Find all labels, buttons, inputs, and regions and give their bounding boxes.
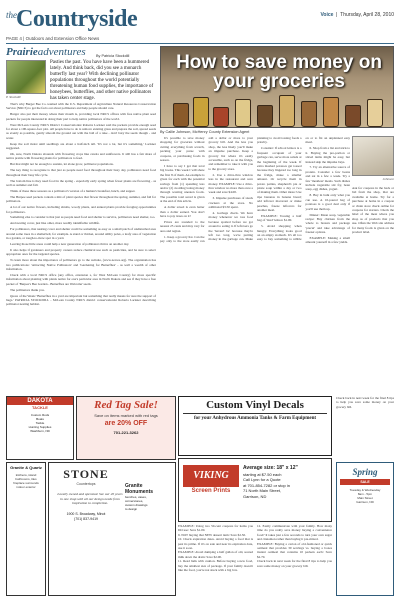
feature-side-column xyxy=(352,186,394,394)
paragraph: And nesting cover, just like other, more readily identifiable wildlife. xyxy=(10,221,100,226)
ad-line: Garrison, ND xyxy=(243,493,267,499)
masthead xyxy=(6,4,394,44)
dakota-title: DAKOTA xyxy=(7,397,73,405)
article-dek: Pasties the past. You have have been a hummered lately. And think back, did you see a monarch butterfly last year? With declining pollinator populations throughout the world potentially threatening human food supplies, the importance of honeybees, butterflies, and other native pollinators has taken center stage. xyxy=(50,60,154,101)
paragraph: EXAMPLE: Using two 50-cent coupons for items you DO use: Save $1.00. xyxy=(178,524,253,533)
dakota-lines xyxy=(7,413,73,433)
paragraph: Ask for coupons in the back or bid from the shop, that are available at home. Try for a purchase at home in a coupon or chain store check online for coupons for starters. Check the label of the meat where you shop as of products that you use. Often the Web site address for many foods is given on the product label. xyxy=(352,186,394,235)
ad-line: Hunting Supplies xyxy=(28,425,52,429)
ad-line: custom drawings xyxy=(125,503,148,507)
ad-line: Custom Rods xyxy=(30,413,50,417)
paragraph: I have to say I get that total big books. This week I will share the first 8 of them. An example is given for each with the potential savings from (1) spending less and/or (2) avoiding losing money through wasting uneaten foods. The possible total saved is given at the end of this article. xyxy=(160,163,205,204)
granite-title: Granite & Quartz xyxy=(10,465,42,470)
vinyl-decals-ad[interactable] xyxy=(178,396,332,456)
ad-line: to design xyxy=(125,507,138,511)
paragraph: The bottom line is they need food in the spring - especially early spring when fewer plants are flowering - as well as summer and fall. xyxy=(6,178,156,187)
masthead-the: the xyxy=(6,10,17,20)
paragraph: 2. Use a drive-thru window less in the restaurant and save money. EXAMPLE: Use a drive-thru window no more than once a week and save $4.00. xyxy=(208,172,253,195)
section-head xyxy=(6,46,156,58)
divider xyxy=(183,413,327,414)
paragraph: 8. Buy in bulk only what you can use. A 10-pound bag of potatoes is a good deal only if you'll use them up. xyxy=(305,193,350,211)
viking-info-lines xyxy=(243,472,329,500)
viking-screen-prints-ad[interactable] xyxy=(178,458,332,522)
paragraph: Prices are rounded to the nearest 25 cents and may vary for area and region. xyxy=(160,219,205,233)
paragraph: 12. Easily communicate with your family. How many time do you really save money buying a convenience food? It takes just a few seconds to turn your own sugar and cinnamon rather than buying it pre-mixed. xyxy=(257,524,332,542)
paragraph: 9. NOT buying that NEW dessert item: Save $2.50. xyxy=(178,532,246,537)
feature-headline: How to save money on your groceries xyxy=(176,52,382,92)
issue-date: Thursday, April 28, 2010 xyxy=(340,12,394,18)
dakota-subtitle: TACKLE xyxy=(7,405,73,410)
paragraph: A dollar saved is even better than a dollar earned. You don't have to pay taxes on it! xyxy=(160,205,205,218)
jar xyxy=(279,95,295,127)
paragraph: West McLean County NRCS District Conservationist Roberta Lackner said the packets provide enough seed for about a 100-square-foot plot. All people have to do is remove existing grass and prepare the soil, spread seeds as evenly as possible, gently smooth the ground out with the ball of a rake - don't bury the seeds though - and water. xyxy=(6,122,156,140)
redtag-discount: are 20% OFF xyxy=(104,420,148,427)
paragraph: Keep the soil moist until seedlings are about a half-inch tall. 'It's not a lot, but it's something,' Lackner suggested. xyxy=(6,141,156,151)
ad-line: indoor exterior xyxy=(16,485,36,489)
stone-countertops-ad[interactable] xyxy=(48,462,176,596)
paragraph: 10. Check expiration dates. Avoid buying a food that is past its prime. If it's on sale and near its expiration date, use it soon. xyxy=(178,537,253,551)
redtag-phone: 701-221-3262 xyxy=(113,430,139,435)
spring-tag: SALE xyxy=(340,479,390,485)
ad-line: bathrooms, tiles xyxy=(15,477,37,481)
jar xyxy=(193,97,209,127)
paragraph: The pollinators thank you. xyxy=(10,287,45,292)
paragraph: To learn more about the importance of pollinators go to the website, (www.xerces.org). The organization has two publications: 'Attracting Native Pollinators' and 'Gardening for Butterflies' - as well a wealth of other information. xyxy=(6,258,156,271)
stone-logo: STONE xyxy=(63,467,109,481)
paragraph: It's possible to save money shopping for groceries without cutting everything from scratch, packing your purse with coupons, or purchasing foods in season. xyxy=(160,136,205,163)
jar xyxy=(367,99,383,127)
feature-body xyxy=(160,136,350,245)
paragraph: That's why Burger Bee Co. teamed with the U.S. Department of Agriculture Natural Resources Conservation Service (NRCS) to get the facts out about pollinators and help people should care. xyxy=(6,102,156,111)
paragraph: It also helps if gardeners and property owners reduce chemical use such as pesticides, and be sure to select appropriate ones for the targeted species. xyxy=(6,247,156,257)
ad-line: Washburn, ND xyxy=(30,429,50,433)
paragraph: The key thing to recognize is that just as people need food throughout their busy day, pollinators need food throughout their busy life cycle. xyxy=(6,168,156,177)
paragraph: Check back in next week for the final 8 tips to help you save some money on your grocery bill. xyxy=(257,559,332,568)
paragraph: 4. Garbage check. We have money whenever we toss food because spoiled before we got around to eating it. If leftovers go the 'haven't be' because they're left too long, we're putting money in the garbage can. Make planning to avoid tossing foods a priority. xyxy=(208,136,302,242)
spring-lines xyxy=(339,488,391,504)
paragraph: Oh, sure, North Dakota abounds with flowering crops like canola and sunflowers. It still has a fair share of native prairie with flowering plants for pollinators to feed. xyxy=(6,152,156,161)
paragraph: Check with a local NRCS office (any office, extension s, for West McLean County) for more specific information about planting with plants native for one's particular area in North Dakota and see if they have a free packet of 'Burpee's Bee Garden - Butterflies are Welcome' seeds. xyxy=(6,272,156,286)
paragraph: Consider: If school lettuce is a frequent occupant of your garbage can, serve more salads at the beginning of the week. If extra mashed potatoes get tossed because they lingered too long in the fridge, make a smaller amount. Or recycle them in potato patties, shepherd's pie or pirate soup within a day or two of making them. Other ideas: Use ripe bananas in banana bread; add leftover macaroni or make peaches, freeze leftovers for another meal. xyxy=(257,146,302,212)
ad-line: 71 North Main Street, xyxy=(243,488,282,493)
jar xyxy=(345,105,361,127)
paragraph: EXAMPLE: Tossing a half bag of 'tired' lettuce $1.00. xyxy=(257,213,302,223)
jars-illustration xyxy=(173,93,383,127)
butterfly-photo xyxy=(6,60,46,94)
paragraph: 7. Try an alternative source of protein. Consider a few beans and sat in a few a week. Try a few 'meatless' meals. Such dishes include vegetable stir fry, bean soup, egg dishes, yogurt. xyxy=(305,165,350,192)
dakota-tackle-ad[interactable] xyxy=(6,396,74,460)
jar xyxy=(213,107,229,127)
paragraph: Check back in next week for the final 8 tips to help you save some money on your grocery bill. xyxy=(336,396,394,409)
stone-phone: (701) 837-9419 xyxy=(74,516,98,521)
stone-address: 1900 S. Broadway, Minot xyxy=(66,511,106,516)
monuments-box xyxy=(125,483,171,511)
jar xyxy=(323,97,339,127)
hero-image xyxy=(160,46,394,128)
jar xyxy=(257,105,273,127)
ad-line: at 701-854-7282 or stop in xyxy=(243,482,290,488)
article-body xyxy=(6,102,156,308)
viking-logo: VIKING xyxy=(183,465,239,487)
ad-line: Main Street xyxy=(357,496,373,500)
masthead-title: Countryside xyxy=(16,6,138,32)
paragraph: 11. Read bulk with caution. Before buying a new food, buy the smallest size of package. If your family doesn't like the food, you're not stuck with a big box. xyxy=(178,559,253,573)
paragraph: EXAMPLE: Making a small amount yourself in a few yields. xyxy=(305,236,350,245)
paragraph: Something else to consider is that just as people need food and shelter to survive, pollinators need shelter, too. xyxy=(10,215,156,220)
section-suffix: adventures xyxy=(37,46,86,58)
stone-sub: Countertops xyxy=(76,482,96,486)
paragraph: EXAMPLE: Avoid dumping a half gallon of old, soured milk down the drain: Save $2.00. xyxy=(178,550,253,559)
monuments-title: Granite Monuments xyxy=(125,483,154,495)
paragraph: 1. Keep a grocery list. Can the pay only to the store easily can add a dollar or more to your grocery bill. And the less you shop, the less likely you'll make an impulse purchase. Keep a grocery list where it's easily accessible, such as on the fridge, and remember to take it with you to the grocery store. xyxy=(160,136,253,243)
paragraph: Think of these three seasons as a pollinator's version of a human's breakfast, lunch, and supper. xyxy=(10,188,136,193)
paragraph: Dinner: Mean soup, vegetable recipe: Buy chicken from the whole to breasts and package 'precut' and take advantage of freezer options. xyxy=(305,212,350,235)
section-title: Prairie xyxy=(6,46,38,58)
paragraph: Leaving those little areas could help a new generation of pollinators thrive on another day. xyxy=(10,241,130,246)
grocery-feature xyxy=(160,46,394,394)
paragraph: 3. Impulse purchases of snack crackers at the store. No additional $3.50 spent. xyxy=(208,196,253,210)
author-photo xyxy=(352,136,394,176)
ad-line: Tackle xyxy=(35,421,45,425)
photo-credit: P. Stockdill xyxy=(6,95,21,99)
paragraph: A lot of our native flowers, including shrubs, woody plants, and annual plants provide foraging opportunities for pollinators. xyxy=(6,205,156,214)
vinyl-title: Custom Vinyl Decals xyxy=(206,399,304,411)
paragraph: Quote of the Week: 'Butterflies in a yard are important but something that really means for sure the support of bugs.' PATRICIA STOCKDILL - McLean County NRCS district conservationist Roberta Lackner describing pollinator nesting habitat. xyxy=(6,293,156,307)
granite-lines xyxy=(7,473,45,489)
ad-line: Garrison, ND xyxy=(356,500,374,504)
viking-info-title: Average size: 18" x 12" xyxy=(243,465,298,471)
stone-note: Locally owned and operated. See our 20 years in one shop with all our design needs from inspiration to completion. xyxy=(57,492,123,505)
feature-bottom-text xyxy=(178,524,332,596)
feature-continued xyxy=(336,396,394,460)
ad-line: kitchens, island xyxy=(15,473,37,477)
article-byline: By Patricia Stockdill xyxy=(96,54,130,58)
red-tag-sale-ad[interactable] xyxy=(76,396,176,460)
author-photo-credit: Johnson xyxy=(382,177,394,181)
paragraph: EXAMPLE: Buying a carton of old-fashioned or quick oatmeal that provides 30 servings vs. buying a boxes instant oatmeal that contains 10 packets each: Save $2.70. xyxy=(257,541,332,559)
granite-quartz-ad[interactable] xyxy=(6,462,46,596)
redtag-title: Red Tag Sale! xyxy=(94,399,158,411)
ad-line: cornerstones, xyxy=(125,499,144,503)
ad-line: 8am - 5pm xyxy=(357,492,373,496)
masthead-right: Voice | Thursday, April 28, 2010 xyxy=(320,12,394,18)
ad-line: Boats xyxy=(36,417,44,421)
paragraph: For pollinators, that nesting cover and shelter could be something as easy as a small patch of undisturbed area around some trees in a shelterbelt, for example. A stand or thicket, around utility poles, a leafy area of vegetation in a garden, or tough-to-mow spot in a yard. xyxy=(6,227,156,241)
ad-line: benches, vases, xyxy=(125,495,147,499)
spring-title: Spring xyxy=(352,467,378,477)
vinyl-sub: for your Anhydrous Ammonia Tanks & Farm Equipment xyxy=(193,416,317,421)
monuments-lines xyxy=(125,495,171,511)
advertisements xyxy=(6,396,394,596)
jar xyxy=(301,101,317,127)
jar xyxy=(235,99,251,127)
masthead-subline: PAGE 4 | Outdoors and Extension Office News xyxy=(6,36,100,41)
paragraph: The Burpee seed packets contain a mix of plant species that flower throughout the spring, summer, and fall for pollinators. xyxy=(6,194,156,204)
redtag-sub: Save on items marked with red tags xyxy=(94,413,158,418)
ad-line: Tuesday & Wednesday xyxy=(349,488,381,492)
paragraph: But that might not be enough to sustain, let alone grow, pollinator populations. xyxy=(10,162,114,167)
paper-name: Voice xyxy=(320,12,334,18)
jar xyxy=(173,103,189,127)
prairie-adventures-article xyxy=(6,46,156,394)
viking-logo-sub: Screen Prints xyxy=(191,488,231,494)
ad-line: fireplace surrounds xyxy=(13,481,39,485)
paragraph: 6. Shop from a list and stick to it. Buying the pre-portion or sliced items might be easy, but instead skip the impulse buys. xyxy=(305,146,350,164)
spring-sale-ad[interactable] xyxy=(336,462,394,596)
ad-line: starting at $7.50 each xyxy=(243,471,282,477)
ad-line: Call Lynn for a Quote xyxy=(243,477,281,482)
paragraph: 5. Avoid shopping when hungry. Everything looks good on an empty stomach. It's all too easy to buy something to nibble on or to fix an unplanned easy meal. xyxy=(257,136,350,242)
paragraph: Burger also put their money where their mouth is, providing local NRCS offices with free native plant seed packets for people interested in doing their part to help native pollinators of the world. xyxy=(6,112,156,121)
viking-info xyxy=(243,465,329,499)
feature-byline: By Callie Johnson, McHenry County Extension Agent xyxy=(160,130,250,134)
